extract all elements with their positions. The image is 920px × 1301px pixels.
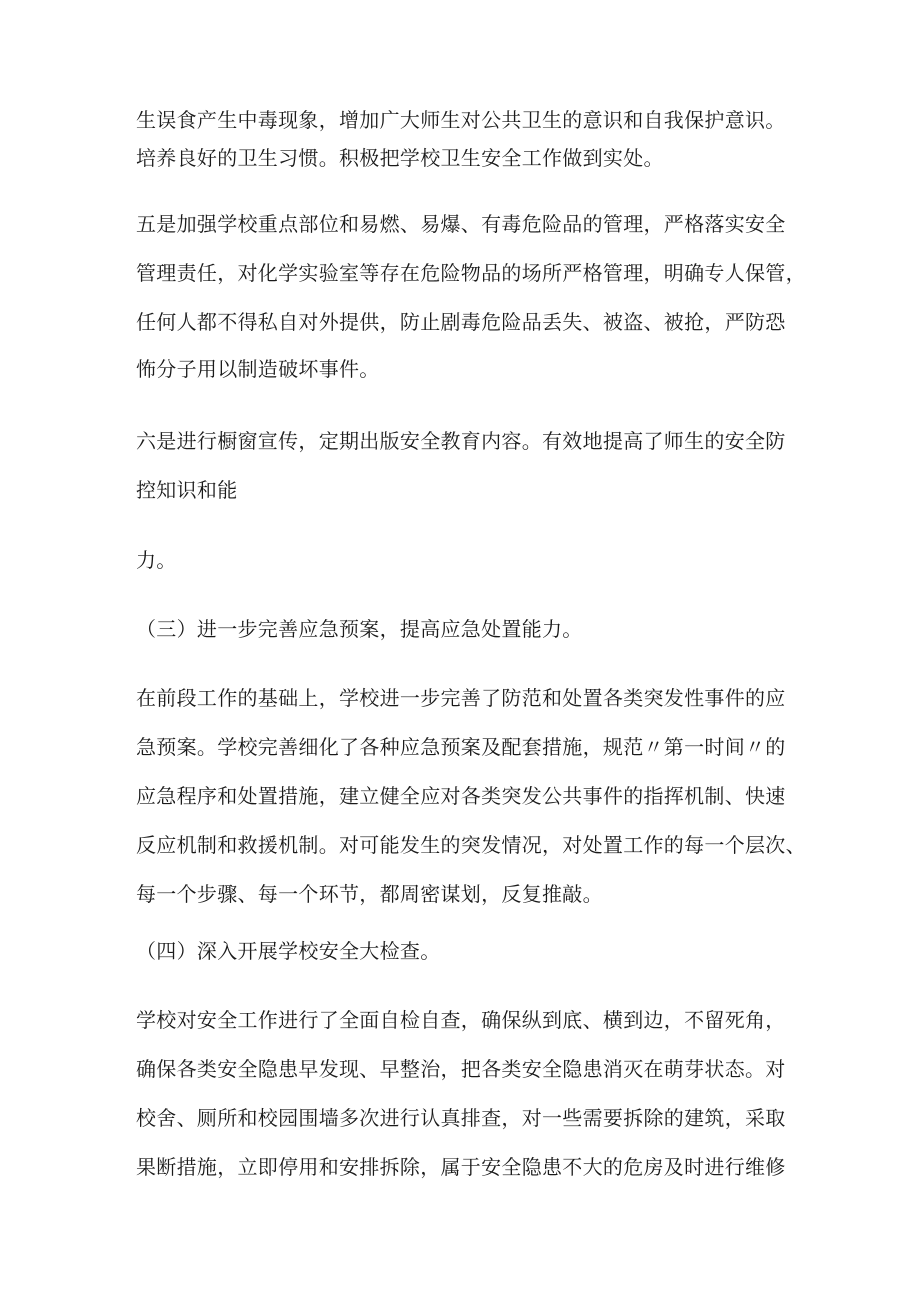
text-line: 五是加强学校重点部位和易燃、易爆、有毒危险品的管理，严格落实安全 <box>136 212 786 236</box>
text-line: 培养良好的卫生习惯。积极把学校卫生安全工作做到实处。 <box>136 146 664 170</box>
text-line: 怖分子用以制造破坏事件。 <box>136 357 380 381</box>
text-line: 果断措施，立即停用和安排拆除，属于安全隐患不大的危房及时进行维修 <box>136 1155 786 1179</box>
text-line: 六是进行橱窗宣传，定期出版安全教育内容。有效地提高了师生的安全防 <box>136 429 786 453</box>
text-line: 学校对安全工作进行了全面自检自查，确保纵到底、横到边，不留死角， <box>136 1008 786 1032</box>
text-line: 校舍、厕所和校园围墙多次进行认真排查，对一些需要拆除的建筑，采取 <box>136 1106 786 1130</box>
text-line: 控知识和能 <box>136 478 238 502</box>
text-line: 确保各类安全隐患早发现、早整治，把各类安全隐患消灭在萌芽状态。对 <box>136 1057 786 1081</box>
section-heading: （四）深入开展学校安全大检查。 <box>136 939 441 963</box>
text-line: 管理责任，对化学实验室等存在危险物品的场所严格管理，明确专人保管， <box>136 261 806 285</box>
text-line: 反应机制和救援机制。对可能发生的突发情况，对处置工作的每一个层次、 <box>136 833 806 857</box>
text-line: 生误食产生中毒现象，增加广大师生对公共卫生的意识和自我保护意识。 <box>136 108 786 132</box>
text-line: 力。 <box>136 548 177 572</box>
text-line: 在前段工作的基础上，学校进一步完善了防范和处置各类突发性事件的应 <box>136 686 786 710</box>
section-heading: （三）进一步完善应急预案，提高应急处置能力。 <box>136 617 583 641</box>
text-line: 每一个步骤、每一个环节，都周密谋划，反复推敲。 <box>136 882 603 906</box>
text-line: 应急程序和处置措施，建立健全应对各类突发公共事件的指挥机制、快速 <box>136 784 786 808</box>
text-line: 任何人都不得私自对外提供，防止剧毒危险品丢失、被盗、被抢，严防恐 <box>136 310 786 334</box>
text-line: 急预案。学校完善细化了各种应急预案及配套措施，规范〃第一时间〃的 <box>136 735 786 759</box>
